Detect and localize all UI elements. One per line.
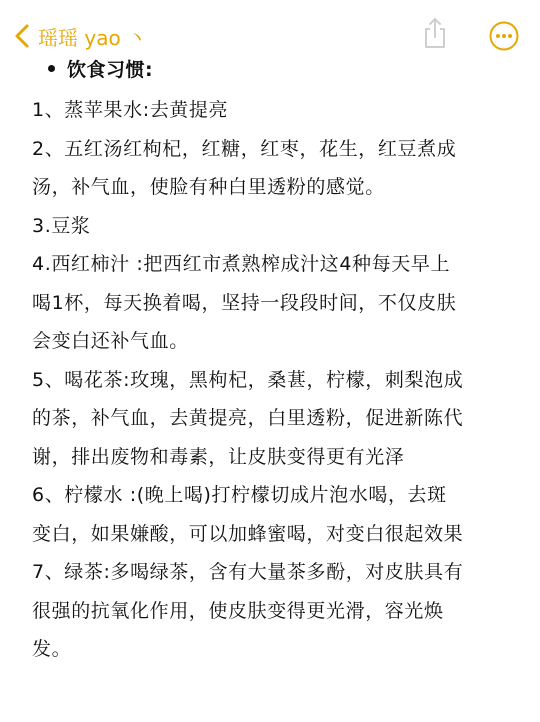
note-line: 3.豆浆 xyxy=(32,214,91,237)
note-line: 的茶，补气血，去黄提亮，白里透粉，促进新陈代 xyxy=(32,407,464,429)
note-line: 很强的抗氧化作用，使皮肤变得更光滑，容光焕 xyxy=(32,599,444,622)
note-line: 2、五红汤红枸杞，红糖，红枣，花生，红豆煮成 xyxy=(32,137,457,160)
note-line: 7、绿茶:多喝绿茶，含有大量茶多酚，对皮肤具有 xyxy=(32,561,464,583)
bullet-dot xyxy=(48,65,55,72)
share-button[interactable] xyxy=(420,16,450,50)
note-line: 1、蒸苹果水:去黄提亮 xyxy=(32,99,229,121)
note-line: 谢，排出废物和毒素，让皮肤变得更有光泽 xyxy=(32,445,405,468)
note-line: 4.西红柿汁 :把西红市煮熟榨成汁这4种每天早上 xyxy=(32,253,451,275)
note-body[interactable] xyxy=(32,52,528,669)
back-button[interactable] xyxy=(14,20,147,52)
note-line: 6、柠檬水 :(晚上喝)打柠檬切成片泡水喝，去斑 xyxy=(32,484,447,506)
chevron-left-icon xyxy=(14,23,30,49)
more-button[interactable] xyxy=(488,20,520,52)
note-heading: 饮食习惯: xyxy=(67,58,154,81)
note-line: 发。 xyxy=(32,638,72,660)
note-lines xyxy=(32,91,528,669)
back-label: 瑶瑶 yao 丶 xyxy=(38,25,148,50)
bullet-heading xyxy=(48,52,528,84)
note-line: 会变白还补气血。 xyxy=(32,330,189,352)
note-line: 喝1杯，每天换着喝，坚持一段段时间，不仅皮肤 xyxy=(32,291,457,314)
note-line: 5、喝花茶:玫瑰，黑枸杞，桑葚，柠檬，刺梨泡成 xyxy=(32,368,464,391)
note-line: 变白，如果嫌酸，可以加蜂蜜喝，对变白很起效果 xyxy=(32,522,464,545)
note-line: 汤，补气血，使脸有种白里透粉的感觉。 xyxy=(32,176,385,198)
